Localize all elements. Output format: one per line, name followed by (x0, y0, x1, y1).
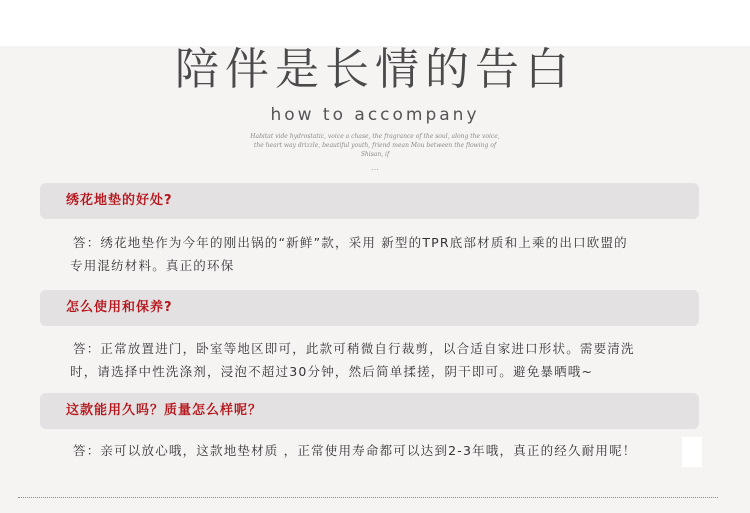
question-bar-usage (40, 290, 699, 326)
question-bar-durability (40, 393, 699, 429)
question-usage: 怎么使用和保养? (66, 300, 173, 315)
answer-durability (73, 439, 683, 462)
decorative-patch (682, 437, 702, 467)
question-durability: 这款能用久吗？质量怎么样呢？ (66, 403, 263, 418)
answer-benefits-line2: 专用混纺材料。真正的环保 (70, 258, 235, 273)
answer-usage-line2: 时，请选择中性洗涤剂，浸泡不超过30分钟，然后简单揉搓，阴干即可。避免暴晒哦~ (70, 364, 594, 379)
question-benefits: 绣花地垫的好处? (66, 193, 173, 208)
answer-usage (70, 337, 683, 383)
top-band (0, 0, 750, 46)
page-subtitle: how to accompany (270, 105, 480, 125)
question-bar-benefits (40, 183, 699, 219)
page-title: 陪伴是长情的告白 (175, 44, 575, 95)
answer-benefits (70, 231, 683, 277)
tagline-end: … (371, 163, 379, 172)
answer-usage-line1: 答：正常放置进门，卧室等地区即可，此款可稍微自行裁剪，以合适自家进口形状。需要清洗 (73, 341, 635, 356)
answer-benefits-line1: 答：绣花地垫作为今年的刚出锅的“新鲜”款，采用 新型的TPR底部材质和上乘的出口欧盟的 (73, 235, 628, 250)
answer-durability-line1: 答：亲可以放心哦，这款地垫材质 ，正常使用寿命都可以达到2-3年哦，真正的经久耐用呢！ (73, 443, 637, 458)
tagline: Habitat vide hydrostatic, voice a chase, the fragrance of the soul, along the voice, the heart way drizzle, beautiful youth, friend mean Mou between the flowing of Shisan, if (250, 133, 500, 158)
bottom-divider (18, 497, 718, 498)
